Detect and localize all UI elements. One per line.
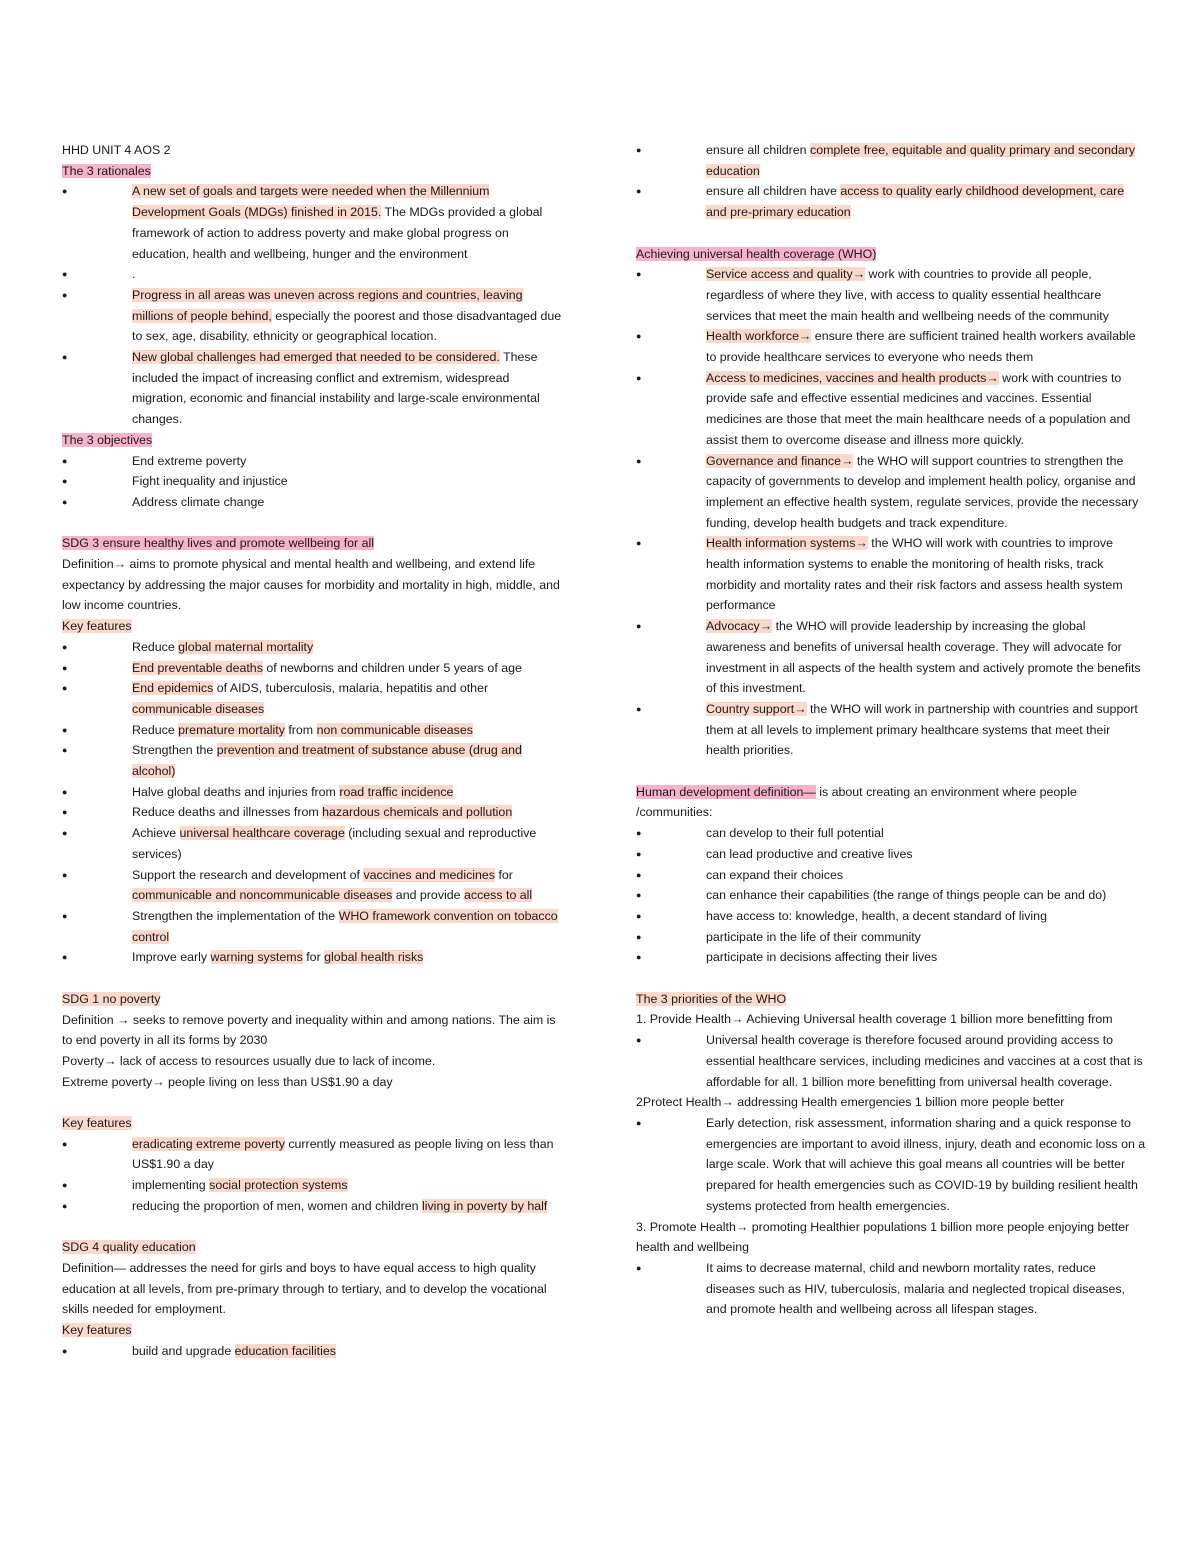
- text-run: of AIDS, tuberculosis, malaria, hepatitis and other: [213, 681, 489, 696]
- text-line: [636, 1217, 1146, 1258]
- text-run: have access to: knowledge, health, a decent standard of living: [706, 908, 1047, 923]
- bullet-icon: [62, 782, 72, 803]
- text-run: from: [284, 722, 317, 737]
- bullet-item: [636, 906, 1146, 927]
- text-run: participate in the life of their community: [706, 929, 921, 944]
- bullet-item: [636, 1258, 1146, 1320]
- bullet-item: [636, 699, 1146, 761]
- highlighted-text: The 3 objectives: [62, 432, 153, 447]
- bullet-item: [62, 637, 562, 658]
- bullet-item: [636, 181, 1146, 222]
- text-line: [62, 616, 562, 637]
- bullet-item: [636, 616, 1146, 699]
- bullet-icon: [62, 451, 72, 472]
- highlighted-text: Governance and finance→: [706, 453, 854, 468]
- bullet-icon: [62, 658, 72, 679]
- bullet-icon: [62, 264, 72, 285]
- highlighted-text: warning systems: [210, 950, 303, 965]
- bullet-item: [636, 368, 1146, 451]
- bullet-icon: [636, 326, 646, 347]
- bullet-item: [62, 181, 562, 264]
- bullet-icon: [636, 844, 646, 865]
- bullet-icon: [62, 347, 72, 368]
- bullet-icon: [636, 368, 646, 389]
- bullet-icon: [636, 947, 646, 968]
- bullet-icon: [636, 616, 646, 637]
- text-run: for: [302, 950, 325, 965]
- highlighted-text: Service access and quality→: [706, 267, 866, 282]
- bullet-item: [636, 823, 1146, 844]
- text-run: and provide: [392, 888, 464, 903]
- text-run: Strengthen the: [132, 743, 217, 758]
- text-run: can enhance their capabilities (the range of things people can be and do): [706, 888, 1107, 903]
- highlighted-text: communicable diseases: [132, 701, 265, 716]
- highlighted-text: global health risks: [324, 950, 424, 965]
- highlighted-text: Advocacy→: [706, 619, 773, 634]
- bullet-item: [62, 264, 562, 285]
- text-line: [62, 1320, 562, 1341]
- highlighted-text: The 3 rationales: [62, 163, 151, 178]
- highlighted-text: social protection systems: [209, 1178, 348, 1193]
- highlighted-text: education facilities: [234, 1343, 336, 1358]
- text-line: [636, 1009, 1146, 1030]
- highlighted-text: Key features: [62, 619, 132, 634]
- highlighted-text: SDG 4 quality education: [62, 1240, 196, 1255]
- highlighted-text: Access to medicines, vaccines and health products→: [706, 370, 999, 385]
- bullet-icon: [636, 181, 646, 202]
- bullet-icon: [62, 285, 72, 306]
- highlighted-text: eradicating extreme poverty: [132, 1136, 285, 1151]
- text-run: of newborns and children under 5 years of age: [262, 660, 522, 675]
- bullet-item: [62, 782, 562, 803]
- text-run: can expand their choices: [706, 867, 844, 882]
- text-run: Achieve: [132, 826, 180, 841]
- highlighted-text: premature mortality: [178, 722, 285, 737]
- bullet-item: [636, 1030, 1146, 1092]
- bullet-icon: [636, 140, 646, 161]
- highlighted-text: prevention and treatment of substance abuse (drug and alcohol): [132, 743, 522, 779]
- text-run: It aims to decrease maternal, child and newborn mortality rates, reduce diseases such as HIV, tuberculosis, malaria and neglected tropical diseases, and promote health and wellbeing across all lifespan stages.: [706, 1260, 1125, 1317]
- text-line: [636, 244, 1146, 265]
- bullet-icon: [62, 1134, 72, 1155]
- text-line: [62, 554, 562, 616]
- bullet-icon: [62, 740, 72, 761]
- text-run: Improve early: [132, 950, 211, 965]
- highlighted-text: The 3 priorities of the WHO: [636, 991, 787, 1006]
- bullet-icon: [62, 492, 72, 513]
- bullet-item: [62, 1341, 562, 1362]
- text-run: for: [495, 867, 513, 882]
- text-run: build and upgrade: [132, 1343, 235, 1358]
- text-run: Reduce: [132, 639, 179, 654]
- text-run: can lead productive and creative lives: [706, 846, 913, 861]
- bullet-item: [636, 947, 1146, 968]
- bullet-item: [636, 264, 1146, 326]
- highlighted-text: Progress in all areas was uneven across regions and countries, leaving millions of people behind,: [132, 287, 523, 323]
- bullet-icon: [636, 533, 646, 554]
- bullet-item: [636, 1113, 1146, 1217]
- highlighted-text: Achieving universal health coverage (WHO): [636, 246, 877, 261]
- bullet-item: [62, 678, 562, 719]
- text-line: [62, 140, 562, 161]
- blank-line: [636, 761, 1146, 782]
- highlighted-text: End preventable deaths: [132, 660, 263, 675]
- bullet-item: [62, 947, 562, 968]
- highlighted-text: non communicable diseases: [316, 722, 473, 737]
- bullet-item: [62, 740, 562, 781]
- bullet-icon: [636, 1030, 646, 1051]
- text-run: Strengthen the implementation of the: [132, 909, 339, 923]
- text-line: [62, 989, 562, 1010]
- highlighted-text: A new set of goals and targets were needed when the Millennium Development Goals (MDGs) finished in 2015.: [132, 184, 490, 220]
- text-run: Halve global deaths and injuries from: [132, 784, 340, 799]
- bullet-item: [62, 802, 562, 823]
- highlighted-text: Key features: [62, 1116, 132, 1130]
- text-run: work with countries to provide safe and effective essential medicines and vaccines. Essential medicines are those that meet the main healthcare needs of a population and assist them to overcome disease and illness more quickly.: [706, 370, 1131, 447]
- bullet-icon: [62, 823, 72, 844]
- blank-line: [62, 513, 562, 534]
- right-column: [636, 140, 1146, 1320]
- bullet-item: [636, 865, 1146, 886]
- text-run: Definition → seeks to remove poverty and inequality within and among nations. The aim is to end poverty in all its forms by 2030: [62, 1012, 556, 1048]
- bullet-item: [62, 471, 562, 492]
- bullet-icon: [62, 1341, 72, 1362]
- text-line: [62, 1113, 562, 1134]
- text-run: (including sexual and reproductive services): [132, 826, 537, 861]
- text-run: The MDGs provided a global framework of action to address poverty and make global progress on education, health and wellbeing, hunger and the environment: [132, 205, 543, 261]
- highlighted-text: universal healthcare coverage: [179, 826, 345, 841]
- bullet-icon: [636, 1258, 646, 1279]
- highlighted-text: Health information systems→: [706, 536, 868, 551]
- blank-line: [62, 968, 562, 989]
- bullet-icon: [636, 865, 646, 886]
- text-run: Extreme poverty→ people living on less than US$1.90 a day: [62, 1074, 393, 1089]
- bullet-item: [62, 658, 562, 679]
- highlighted-text: SDG 3 ensure healthy lives and promote wellbeing for all: [62, 536, 374, 551]
- text-run: the WHO will support countries to strengthen the capacity of governments to develop and implement health policy, organise and implement an effective health system, regulate services, provide the necessary funding, develop health budgets and track expenditure.: [706, 453, 1139, 530]
- text-line: [636, 1092, 1146, 1113]
- blank-line: [62, 1092, 562, 1113]
- highlighted-text: Key features: [62, 1323, 132, 1338]
- bullet-item: [62, 906, 562, 947]
- bullet-item: [636, 885, 1146, 906]
- text-run: Address climate change: [132, 494, 265, 509]
- highlighted-text: communicable and noncommunicable diseases: [132, 888, 393, 903]
- bullet-item: [636, 844, 1146, 865]
- text-run: ensure all children have: [706, 184, 841, 199]
- text-run: Reduce: [132, 722, 179, 737]
- left-column: [62, 140, 562, 1361]
- text-run: .: [132, 267, 136, 282]
- text-run: Universal health coverage is therefore focused around providing access to essential healthcare services, including medicines and vaccines at a cost that is affordable for all. 1 billion more benefitting from universal health coverage.: [706, 1033, 1143, 1089]
- highlighted-text: End epidemics: [132, 681, 214, 696]
- highlighted-text: Human development definition—: [636, 784, 816, 799]
- bullet-item: [62, 1196, 562, 1217]
- highlighted-text: complete free, equitable and quality primary and secondary education: [706, 143, 1136, 178]
- bullet-icon: [62, 947, 72, 968]
- text-run: Poverty→ lack of access to resources usually due to lack of income.: [62, 1053, 436, 1068]
- text-run: especially the poorest and those disadvantaged due to sex, age, disability, ethnicity or geographical location.: [132, 308, 562, 344]
- text-run: ensure there are sufficient trained health workers available to provide healthcare services to everyone who needs them: [706, 329, 1136, 365]
- text-run: End extreme poverty: [132, 453, 247, 468]
- bullet-icon: [62, 637, 72, 658]
- blank-line: [636, 968, 1146, 989]
- text-line: [62, 533, 562, 554]
- bullet-item: [62, 823, 562, 864]
- bullet-item: [62, 720, 562, 741]
- text-run: participate in decisions affecting their lives: [706, 950, 938, 965]
- bullet-icon: [62, 1196, 72, 1217]
- text-line: [636, 782, 1146, 823]
- bullet-icon: [636, 699, 646, 720]
- text-line: [62, 1072, 562, 1093]
- text-run: reducing the proportion of men, women and children: [132, 1198, 422, 1213]
- highlighted-text: WHO framework convention on tobacco control: [132, 909, 558, 944]
- bullet-icon: [62, 906, 72, 927]
- bullet-icon: [636, 885, 646, 906]
- highlighted-text: vaccines and medicines: [363, 867, 496, 882]
- text-run: the WHO will work in partnership with countries and support them at all levels to implement primary healthcare systems that meet their health priorities.: [706, 701, 1138, 758]
- text-line: [62, 1010, 562, 1051]
- bullet-icon: [62, 678, 72, 699]
- highlighted-text: SDG 1 no poverty: [62, 991, 161, 1006]
- bullet-item: [62, 492, 562, 513]
- highlighted-text: hazardous chemicals and pollution: [322, 805, 513, 820]
- text-run: the WHO will provide leadership by increasing the global awareness and benefits of universal health coverage. They will advocate for investment in all aspects of the health system and actively promote the benefits of this investment.: [706, 619, 1141, 696]
- text-run: 3. Promote Health→ promoting Healthier populations 1 billion more people enjoying better health and wellbeing: [636, 1219, 1130, 1255]
- text-run: ensure all children: [706, 143, 811, 157]
- bullet-item: [62, 1134, 562, 1175]
- text-line: [62, 1258, 562, 1320]
- bullet-icon: [62, 865, 72, 886]
- bullet-item: [636, 451, 1146, 534]
- bullet-icon: [636, 451, 646, 472]
- text-run: is about creating an environment where people /communities:: [636, 784, 1077, 820]
- highlighted-text: New global challenges had emerged that needed to be considered.: [132, 350, 500, 365]
- text-run: Reduce deaths and illnesses from: [132, 805, 323, 820]
- bullet-icon: [62, 720, 72, 741]
- bullet-icon: [62, 1175, 72, 1196]
- bullet-icon: [62, 471, 72, 492]
- bullet-item: [62, 1175, 562, 1196]
- bullet-icon: [636, 823, 646, 844]
- bullet-item: [636, 326, 1146, 367]
- highlighted-text: Country support→: [706, 701, 807, 716]
- highlighted-text: access to all: [464, 888, 533, 903]
- bullet-item: [62, 285, 562, 347]
- bullet-item: [62, 865, 562, 906]
- text-run: work with countries to provide all people, regardless of where they live, with access to quality essential healthcare services that meet the main health and wellbeing needs of the community: [706, 267, 1109, 323]
- text-line: [62, 1051, 562, 1072]
- bullet-icon: [636, 264, 646, 285]
- text-run: These included the impact of increasing conflict and extremism, widespread migration, economic and financial instability and large-scale environmental changes.: [132, 350, 540, 427]
- blank-line: [636, 223, 1146, 244]
- text-run: can develop to their full potential: [706, 826, 884, 841]
- text-run: HHD UNIT 4 AOS 2: [62, 143, 171, 157]
- bullet-icon: [636, 927, 646, 948]
- text-run: 1. Provide Health→ Achieving Universal health coverage 1 billion more benefitting from: [636, 1012, 1113, 1027]
- text-run: the WHO will work with countries to improve health information systems to enable the monitoring of health risks, track morbidity and mortality rates and their risk factors and assess health system performance: [706, 536, 1123, 613]
- text-run: Fight inequality and injustice: [132, 474, 288, 489]
- bullet-icon: [62, 181, 72, 202]
- text-run: Early detection, risk assessment, information sharing and a quick response to emergencies are important to avoid illness, injury, death and economic loss on a large scale. Work that will achieve this goal means all countries will be better prepared for health emergencies such as COVID-19 by building resilient health systems protected from health emergencies.: [706, 1116, 1146, 1213]
- highlighted-text: access to quality early childhood development, care and pre-primary education: [706, 184, 1125, 220]
- blank-line: [62, 1217, 562, 1238]
- text-run: Definition→ aims to promote physical and mental health and wellbeing, and extend life expectancy by addressing the major causes for morbidity and mortality in high, middle, and low income countries.: [62, 557, 560, 613]
- text-run: implementing: [132, 1178, 210, 1193]
- text-run: 2Protect Health→ addressing Health emergencies 1 billion more people better: [636, 1095, 1065, 1110]
- text-run: Definition: [62, 1260, 114, 1275]
- text-line: [62, 161, 562, 182]
- highlighted-text: global maternal mortality: [178, 639, 314, 654]
- bullet-icon: [62, 802, 72, 823]
- highlighted-text: living in poverty by half: [421, 1198, 548, 1213]
- bullet-icon: [636, 1113, 646, 1134]
- text-run: currently measured as people living on less than US$1.90 a day: [132, 1136, 554, 1172]
- bullet-item: [62, 347, 562, 430]
- bullet-item: [636, 140, 1146, 181]
- text-line: [62, 1237, 562, 1258]
- bullet-item: [62, 451, 562, 472]
- bullet-item: [636, 533, 1146, 616]
- text-line: [62, 430, 562, 451]
- bullet-icon: [636, 906, 646, 927]
- text-run: Support the research and development of: [132, 867, 364, 882]
- bullet-item: [636, 927, 1146, 948]
- text-line: [636, 989, 1146, 1010]
- highlighted-text: Health workforce→: [706, 329, 812, 344]
- highlighted-text: road traffic incidence: [339, 784, 454, 799]
- text-run: — addresses the need for girls and boys to have equal access to high quality education at all levels, from pre-primary through to tertiary, and to develop the vocational skills needed for employment.: [62, 1260, 547, 1317]
